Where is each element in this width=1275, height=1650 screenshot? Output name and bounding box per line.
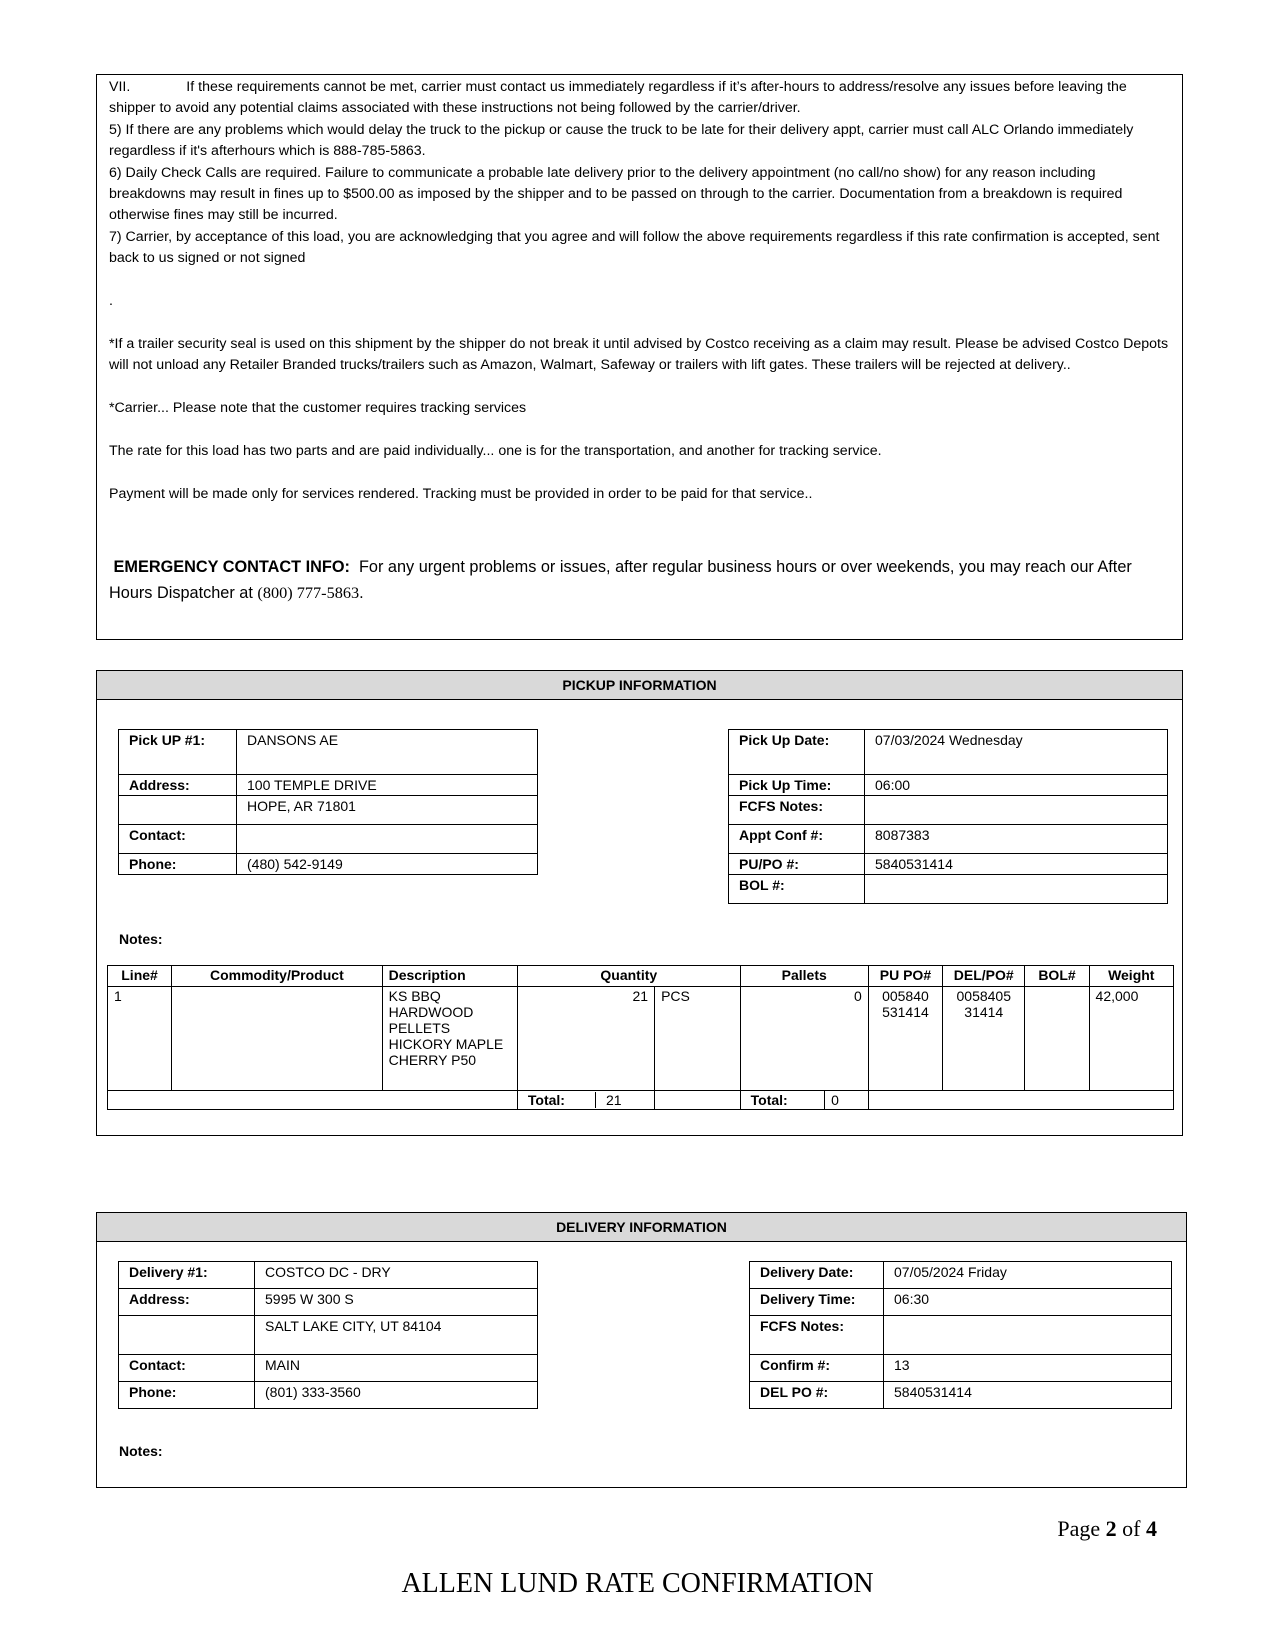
pickup-time-label: Pick Up Time:	[729, 775, 865, 796]
emergency-phone: (800) 777-5863	[257, 583, 360, 603]
delivery-fcfs-value	[884, 1316, 1172, 1355]
page-number	[1057, 1516, 1157, 1542]
delivery-left-table	[118, 1261, 538, 1409]
terms-box	[96, 74, 1183, 640]
pickup-number-label: Pick UP #1:	[119, 730, 237, 775]
description-line: CHERRY P50	[388, 1052, 477, 1068]
delivery-address-label: Address:	[119, 1289, 255, 1316]
document-title: ALLEN LUND RATE CONFIRMATION	[401, 1568, 874, 1599]
pallets-total-value: 0	[825, 1091, 869, 1110]
pickup-time-value: 06:00	[865, 775, 1168, 796]
delivery-date-label: Delivery Date:	[750, 1262, 884, 1289]
page-of: of	[1116, 1516, 1146, 1541]
delivery-confirm-value: 13	[884, 1355, 1172, 1382]
totals-row	[108, 1091, 1174, 1110]
delivery-contact-label: Contact:	[119, 1355, 255, 1382]
col-commodity: Commodity/Product	[172, 966, 383, 987]
item-weight: 42,000	[1089, 987, 1173, 1091]
delivery-fcfs-label: FCFS Notes:	[750, 1316, 884, 1355]
pickup-phone-value: (480) 542-9149	[237, 854, 538, 875]
col-pu-po: PU PO#	[868, 966, 942, 987]
pickup-section	[96, 670, 1183, 1136]
pickup-appt-label: Appt Conf #:	[729, 825, 865, 854]
pallets-total-label: Total:	[740, 1091, 824, 1110]
pickup-fcfs-label: FCFS Notes:	[729, 796, 865, 825]
delivery-date-value: 07/05/2024 Friday	[884, 1262, 1172, 1289]
pickup-address-line2: HOPE, AR 71801	[237, 796, 538, 825]
term-dot: .	[109, 293, 113, 310]
emergency-contact	[109, 555, 1170, 606]
delivery-phone-value: (801) 333-3560	[255, 1382, 538, 1409]
term-7: 7) Carrier, by acceptance of this load, you are acknowledging that you agree and will follow the above requirements regardless if this rate confirmation is accepted, sent back to us signed or not signed	[109, 228, 1160, 267]
pickup-phone-label: Phone:	[119, 854, 237, 875]
pickup-header: PICKUP INFORMATION	[97, 671, 1182, 700]
col-description: Description	[382, 966, 517, 987]
item-del-po	[943, 987, 1025, 1091]
item-unit: PCS	[655, 987, 741, 1091]
emergency-label: EMERGENCY CONTACT INFO:	[113, 558, 350, 577]
pickup-date-value: 07/03/2024 Wednesday	[865, 730, 1168, 775]
col-weight: Weight	[1089, 966, 1173, 987]
del-po-line: 31414	[964, 1004, 1004, 1020]
pickup-address-line1: 100 TEMPLE DRIVE	[237, 775, 538, 796]
pickup-number-value: DANSONS AE	[237, 730, 538, 775]
delivery-section	[96, 1212, 1187, 1488]
rate-note: The rate for this load has two parts and are paid individually... one is for the transportation, and another for tracking service.	[109, 442, 882, 459]
term-vii-text: If these requirements cannot be met, carrier must contact us immediately regardless if it’s after-hours to address/resolve any issues before leaving the shipper to avoid any potential claims associated with these instructions not being followed by the carrier/driver.	[109, 79, 1127, 117]
pickup-contact-value	[237, 825, 538, 854]
term-5: 5) If there are any problems which would delay the truck to the pickup or cause the truck to be late for their delivery appt, carrier must call ALC Orlando immediately regardless if it's afterhours which is 888-785-5863.	[109, 121, 1134, 160]
col-line: Line#	[108, 966, 172, 987]
delivery-contact-value: MAIN	[255, 1355, 538, 1382]
pickup-bol-label: BOL #:	[729, 875, 865, 904]
delivery-time-value: 06:30	[884, 1289, 1172, 1316]
item-pu-po	[868, 987, 942, 1091]
item-pallets: 0	[740, 987, 868, 1091]
qty-total-value: 21	[595, 1092, 622, 1108]
delivery-notes-label: Notes:	[119, 1443, 163, 1459]
payment-note: Payment will be made only for services rendered. Tracking must be provided in order to be paid for that service..	[109, 485, 813, 502]
term-6: 6) Daily Check Calls are required. Failure to communicate a probable late delivery prior to the delivery appointment (no call/no show) for any reason including breakdowns may result in fines up to $500.00 as imposed by the shipper and to be passed on through to the carrier. Documentation from a breakdown is required otherwise fines may still be incurred.	[109, 164, 1123, 224]
delivery-phone-label: Phone:	[119, 1382, 255, 1409]
item-commodity	[172, 987, 383, 1091]
item-quantity: 21	[517, 987, 654, 1091]
pickup-left-table	[118, 729, 538, 875]
item-description	[382, 987, 517, 1091]
delivery-number-value: COSTCO DC - DRY	[255, 1262, 538, 1289]
delivery-header: DELIVERY INFORMATION	[97, 1213, 1186, 1242]
item-bol	[1025, 987, 1089, 1091]
qty-total-label: Total:	[527, 1092, 565, 1108]
pickup-date-label: Pick Up Date:	[729, 730, 865, 775]
term-vii	[109, 77, 1170, 120]
delivery-number-label: Delivery #1:	[119, 1262, 255, 1289]
page-prefix: Page	[1057, 1516, 1106, 1541]
pickup-pupo-label: PU/PO #:	[729, 854, 865, 875]
description-line: KS BBQ	[388, 988, 441, 1004]
pickup-fcfs-value	[865, 796, 1168, 825]
pickup-right-table	[728, 729, 1168, 904]
pickup-appt-value: 8087383	[865, 825, 1168, 854]
del-po-line: 0058405	[956, 988, 1012, 1004]
pickup-bol-value	[865, 875, 1168, 904]
tracking-note: *Carrier... Please note that the customer requires tracking services	[109, 400, 527, 417]
pickup-address-label: Address:	[119, 775, 237, 796]
col-pallets: Pallets	[740, 966, 868, 987]
delivery-address-line2: SALT LAKE CITY, UT 84104	[255, 1316, 538, 1355]
description-line: PELLETS	[388, 1020, 451, 1036]
delivery-confirm-label: Confirm #:	[750, 1355, 884, 1382]
col-bol: BOL#	[1025, 966, 1089, 987]
seal-note: *If a trailer security seal is used on this shipment by the shipper do not break it until advised by Costco receiving as a claim may result. Please be advised Costco Depots will not unload any Retailer Branded trucks/trailers such as Amazon, Walmart, Safeway or trailers with lift gates. These trailers will be rejected at delivery..	[109, 335, 1169, 374]
page-total: 4	[1146, 1516, 1157, 1541]
term-vii-label: VII.	[109, 79, 131, 95]
item-line: 1	[108, 987, 172, 1091]
pickup-pupo-value: 5840531414	[865, 854, 1168, 875]
delivery-delpo-label: DEL PO #:	[750, 1382, 884, 1409]
delivery-address-line1: 5995 W 300 S	[255, 1289, 538, 1316]
col-quantity: Quantity	[517, 966, 740, 987]
table-row	[108, 987, 1174, 1091]
delivery-time-label: Delivery Time:	[750, 1289, 884, 1316]
emergency-end: .	[359, 584, 364, 603]
pickup-contact-label: Contact:	[119, 825, 237, 854]
description-line: HICKORY MAPLE	[388, 1036, 504, 1052]
page-current: 2	[1105, 1516, 1117, 1541]
pickup-items-table	[107, 965, 1174, 1110]
pu-po-line: 531414	[882, 1004, 929, 1020]
pickup-notes-label: Notes:	[119, 931, 163, 947]
emergency-text: For any urgent problems or issues, after regular business hours or over weekends, you may reach our After Hours Dispatcher at	[109, 558, 1132, 603]
description-line: HARDWOOD	[388, 1004, 474, 1020]
pu-po-line: 005840	[882, 988, 929, 1004]
col-del-po: DEL/PO#	[943, 966, 1025, 987]
delivery-delpo-value: 5840531414	[884, 1382, 1172, 1409]
delivery-right-table	[749, 1261, 1172, 1409]
